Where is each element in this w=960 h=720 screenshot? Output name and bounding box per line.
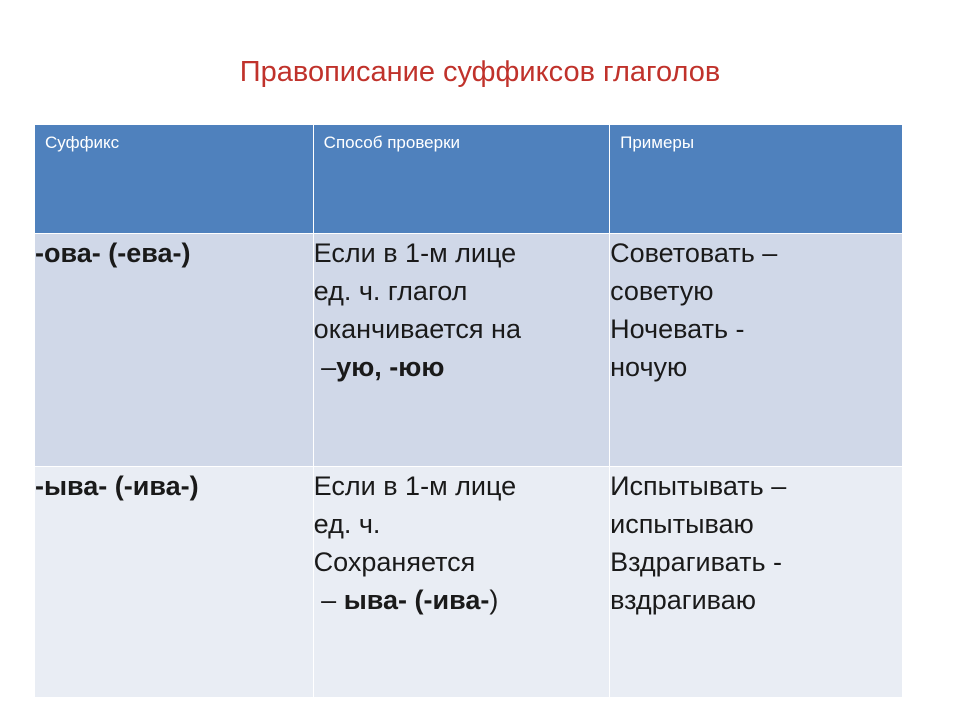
method-ending-line [314, 348, 609, 386]
suffix-cell: -ыва- (-ива-) [35, 467, 314, 698]
method-cell [313, 234, 609, 467]
example-line: испытываю [610, 509, 754, 539]
ending-bold: ую, -юю [336, 352, 445, 382]
ending-suffix: ) [489, 585, 499, 615]
header-examples: Примеры [610, 125, 903, 234]
suffix-cell: -ова- (-ева-) [35, 234, 314, 467]
table-header-row [35, 125, 903, 234]
examples-cell [610, 467, 903, 698]
examples-cell [610, 234, 903, 467]
method-line: Если в 1-м лице [313, 471, 517, 501]
method-line: ед. ч. [313, 509, 381, 539]
header-method: Способ проверки [313, 125, 609, 234]
method-line: Сохраняется [313, 547, 476, 577]
method-line: Если в 1-м лице [313, 238, 517, 268]
example-line: Вздрагивать - [610, 547, 783, 577]
example-line: Испытывать – [610, 471, 787, 501]
suffix-table [34, 124, 903, 698]
table-row [35, 234, 903, 467]
method-line: оканчивается на [313, 314, 521, 344]
example-line: советую [610, 276, 714, 306]
ending-prefix: – [313, 352, 337, 382]
slide-title: Правописание суффиксов глаголов [239, 56, 721, 88]
ending-prefix: – [313, 585, 344, 615]
method-cell [313, 467, 609, 698]
example-line: Ночевать - [610, 314, 745, 344]
method-line: ед. ч. глагол [313, 276, 468, 306]
ending-bold: ыва- (-ива- [343, 585, 490, 615]
header-suffix: Суффикс [35, 125, 314, 234]
method-ending-line [314, 581, 609, 619]
table-row [35, 467, 903, 698]
example-line: Советовать – [610, 238, 778, 268]
example-line: ночую [610, 352, 688, 382]
example-line: вздрагиваю [610, 585, 756, 615]
